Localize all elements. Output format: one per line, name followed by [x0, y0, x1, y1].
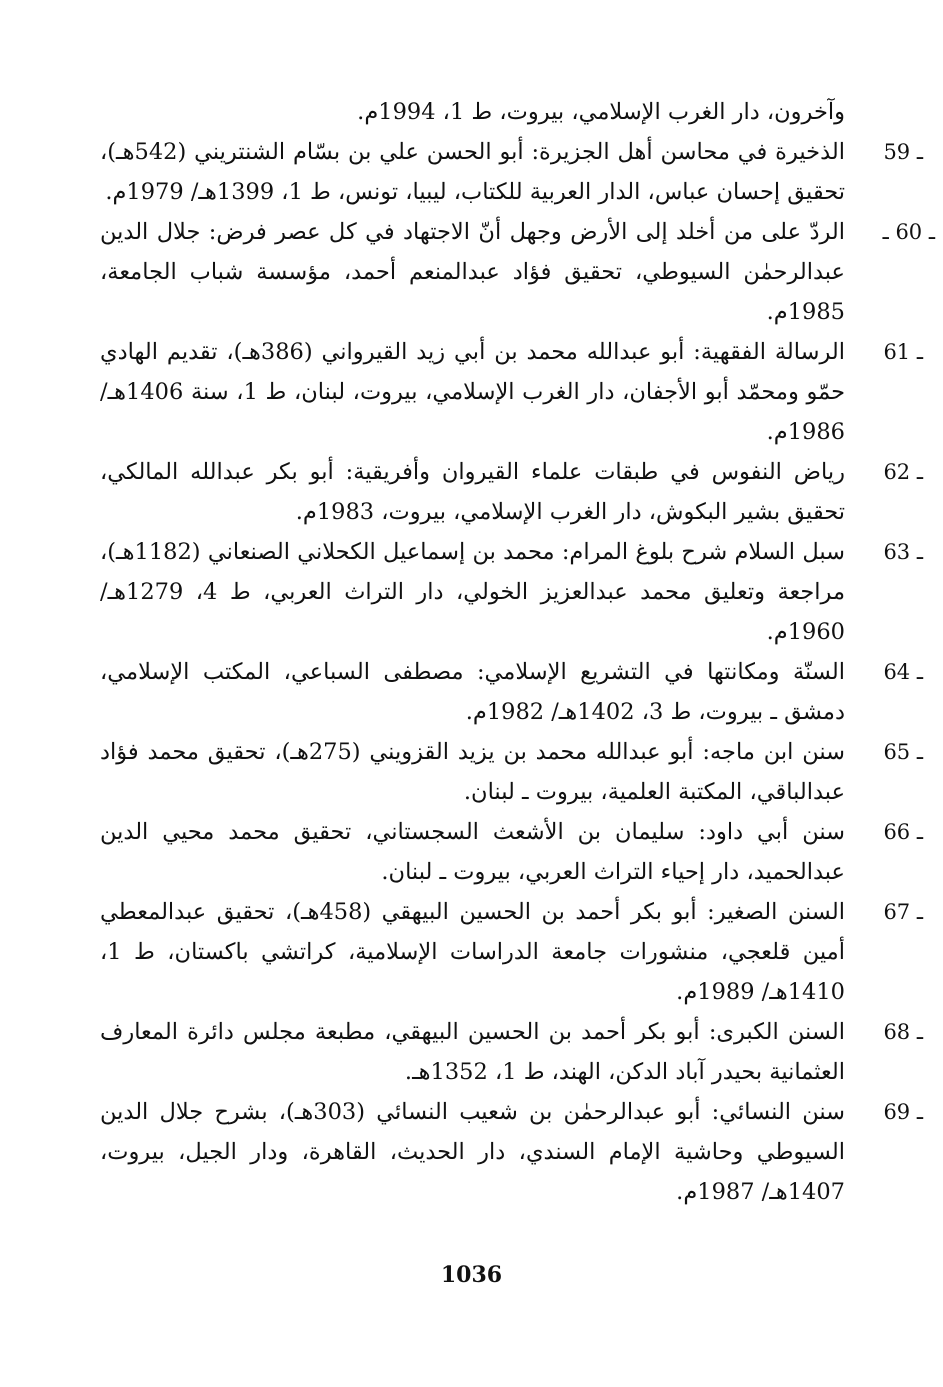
bibliography-entry [100, 652, 923, 732]
entry-number: 62 ـ [883, 460, 923, 484]
bibliography-entry [100, 212, 935, 332]
bibliography-entry [100, 812, 923, 892]
entry-number: 68 ـ [883, 1020, 923, 1044]
bibliography-entry [100, 1012, 923, 1092]
entry-text: رياض النفوس في طبقات علماء القيروان وأفريقية: أبو بكر عبدالله المالكي، تحقيق بشير البكوش، دار الغرب الإسلامي، بيروت، 1983م. [100, 459, 845, 525]
entry-text: السنّة ومكانتها في التشريع الإسلامي: مصطفى السباعي، المكتب الإسلامي، دمشق ـ بيروت، ط 3، 1402هـ/ 1982م. [100, 659, 845, 725]
bibliography-entry [100, 1092, 923, 1212]
entry-number: 61 ـ [883, 340, 923, 364]
entry-text: السنن الصغير: أبو بكر أحمد بن الحسين البيهقي (458هـ)، تحقيق عبدالمعطي أمين قلعجي، منشورات جامعة الدراسات الإسلامية، كراتشي باكستان، ط 1، 1410هـ/ 1989م. [100, 899, 845, 1005]
entry-text: الذخيرة في محاسن أهل الجزيرة: أبو الحسن علي بن بسّام الشنتريني (542هـ)، تحقيق إحسان عباس، الدار العربية للكتاب، ليبيا، تونس، ط 1، 1399هـ/ 1979م. [100, 139, 845, 205]
entry-text: سبل السلام شرح بلوغ المرام: محمد بن إسماعيل الكحلاني الصنعاني (1182هـ)، مراجعة وتعليق محمد عبدالعزيز الخولي، دار التراث العربي، ط 4، 1279هـ/ 1960م. [100, 539, 845, 645]
entry-number: ـ 60 ـ [882, 220, 935, 244]
entry-text: سنن أبي داود: سليمان بن الأشعث السجستاني، تحقيق محمد محيي الدين عبدالحميد، دار إحياء التراث العربي، بيروت ـ لبنان. [100, 819, 845, 885]
entry-text: السنن الكبرى: أبو بكر أحمد بن الحسين البيهقي، مطبعة مجلس دائرة المعارف العثمانية بحيدر آباد الدكن، الهند، ط 1، 1352هـ. [100, 1019, 845, 1085]
bibliography-entry [100, 532, 923, 652]
entry-number: 66 ـ [883, 820, 923, 844]
entry-number: 65 ـ [883, 740, 923, 764]
bibliography-list [100, 92, 935, 1212]
entry-number: 64 ـ [883, 660, 923, 684]
continuation-line: وآخرون، دار الغرب الإسلامي، بيروت، ط 1، 1994م. [357, 99, 845, 125]
bibliography-entry [100, 732, 923, 812]
entry-number: 59 ـ [883, 140, 923, 164]
entry-text: سنن النسائي: أبو عبدالرحمٰن بن شعيب النسائي (303هـ)، بشرح جلال الدين السيوطي وحاشية الإمام السندي، دار الحديث، القاهرة، ودار الجيل، بيروت، 1407هـ/ 1987م. [100, 1099, 845, 1205]
entry-text: الرسالة الفقهية: أبو عبدالله محمد بن أبي زيد القيرواني (386هـ)، تقديم الهادي حمّو ومحمّد أبو الأجفان، دار الغرب الإسلامي، بيروت، لبنان، ط 1، سنة 1406هـ/ 1986م. [100, 339, 845, 445]
bibliography-entry [100, 452, 923, 532]
bibliography-entry [100, 892, 923, 1012]
entry-number: 63 ـ [883, 540, 923, 564]
entry-number: 67 ـ [883, 900, 923, 924]
bibliography-entry [100, 332, 923, 452]
entry-text: سنن ابن ماجه: أبو عبدالله محمد بن يزيد القزويني (275هـ)، تحقيق محمد فؤاد عبدالباقي، المكتبة العلمية، بيروت ـ لبنان. [100, 739, 845, 805]
entry-text: الردّ على من أخلد إلى الأرض وجهل أنّ الاجتهاد في كل عصر فرض: جلال الدين عبدالرحمٰن السيوطي، تحقيق فؤاد عبدالمنعم أحمد، مؤسسة شباب الجامعة، 1985م. [100, 219, 845, 325]
entry-number: 69 ـ [883, 1100, 923, 1124]
bibliography-entry [100, 132, 923, 212]
page-number: 1036 [440, 1262, 503, 1288]
